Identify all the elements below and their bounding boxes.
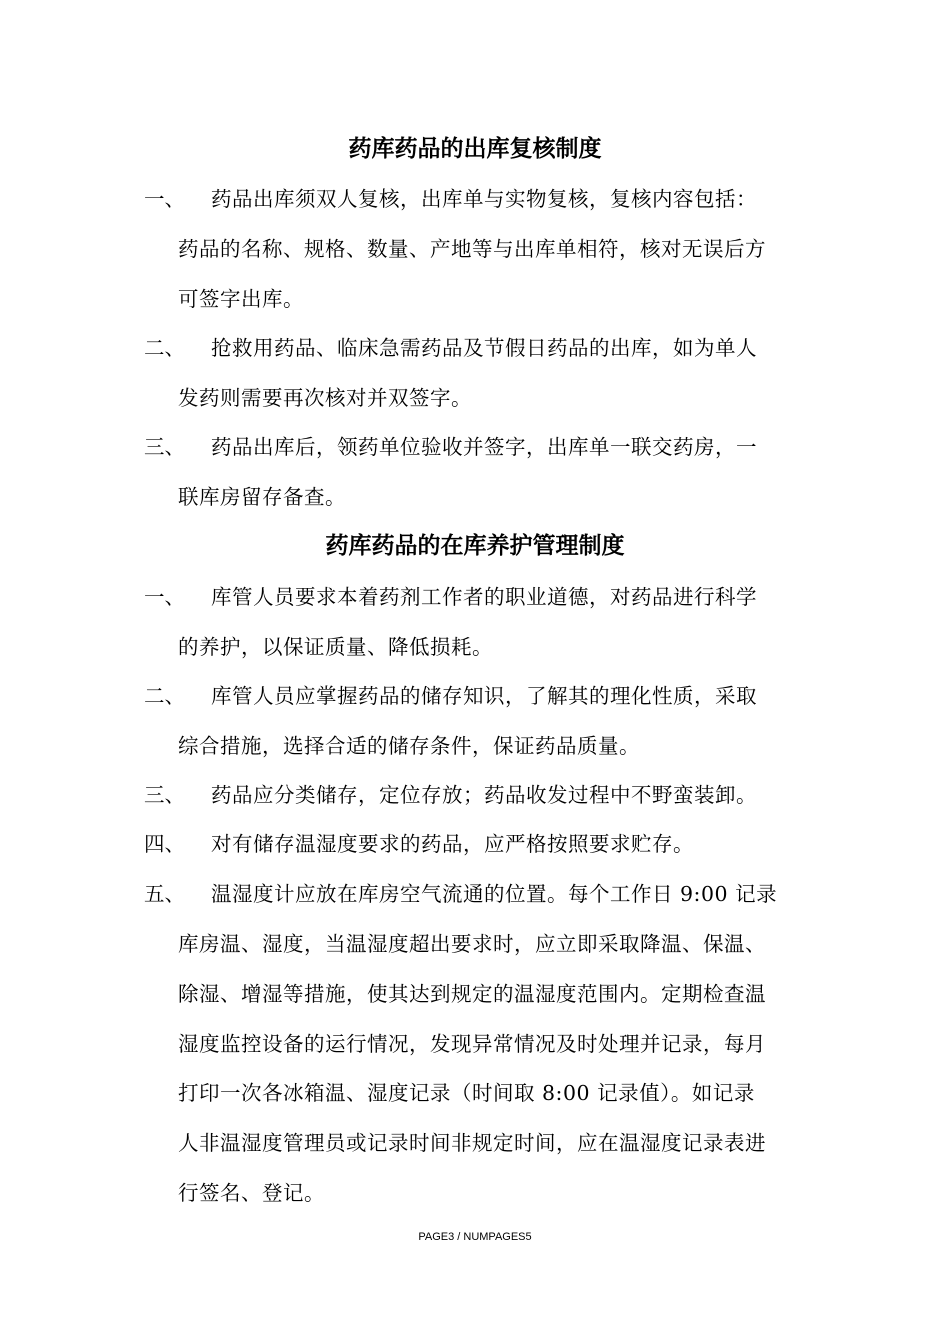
item-text-line: 对有储存温湿度要求的药品，应严格按照要求贮存。	[211, 832, 694, 856]
item-text-line: 药品的名称、规格、数量、产地等与出库单相符，核对无误后方	[178, 237, 766, 261]
item-text-line: 库管人员应掌握药品的储存知识，了解其的理化性质，采取	[211, 684, 757, 708]
item-text-line: 打印一次各冰箱温、湿度记录（时间取 8:00 记录值）。如记录	[178, 1081, 755, 1105]
item-number: 三、	[144, 435, 185, 459]
item-text-line: 联库房留存备查。	[178, 485, 346, 509]
item-text-line: 药品出库须双人复核，出库单与实物复核，复核内容包括：	[211, 187, 757, 211]
item-number: 四、	[144, 832, 185, 856]
section2-title: 药库药品的在库养护管理制度	[325, 532, 625, 559]
item-text-line: 的养护，以保证质量、降低损耗。	[178, 635, 493, 659]
item-text-line: 库房温、湿度，当温湿度超出要求时，应立即采取降温、保温、	[178, 932, 766, 956]
item-number: 一、	[144, 585, 185, 609]
item-text-line: 行签名、登记。	[178, 1181, 325, 1205]
item-text-line: 人非温湿度管理员或记录时间非规定时间，应在温湿度记录表进	[178, 1131, 766, 1155]
item-text-line: 湿度监控设备的运行情况，发现异常情况及时处理并记录，每月	[178, 1032, 766, 1056]
item-text-line: 药品出库后，领药单位验收并签字，出库单一联交药房，一	[211, 435, 757, 459]
item-number: 二、	[144, 684, 185, 708]
item-text-line: 库管人员要求本着药剂工作者的职业道德，对药品进行科学	[211, 585, 757, 609]
item-text-line: 综合措施，选择合适的储存条件，保证药品质量。	[178, 734, 640, 758]
item-text-line: 温湿度计应放在库房空气流通的位置。每个工作日 9:00 记录	[211, 882, 778, 906]
item-number: 二、	[144, 336, 185, 360]
item-text-line: 抢救用药品、临床急需药品及节假日药品的出库，如为单人	[211, 336, 757, 360]
section1-title: 药库药品的出库复核制度	[348, 135, 602, 162]
item-text-line: 除湿、增湿等措施，使其达到规定的温湿度范围内。定期检查温	[178, 982, 766, 1006]
item-number: 一、	[144, 187, 185, 211]
item-text-line: 药品应分类储存，定位存放；药品收发过程中不野蛮装卸。	[211, 783, 757, 807]
item-number: 五、	[144, 882, 185, 906]
item-text-line: 发药则需要再次核对并双签字。	[178, 386, 472, 410]
item-number: 三、	[144, 783, 185, 807]
item-text-line: 可签字出库。	[178, 287, 304, 311]
page-number-footer: PAGE3 / NUMPAGES5	[418, 1231, 532, 1243]
